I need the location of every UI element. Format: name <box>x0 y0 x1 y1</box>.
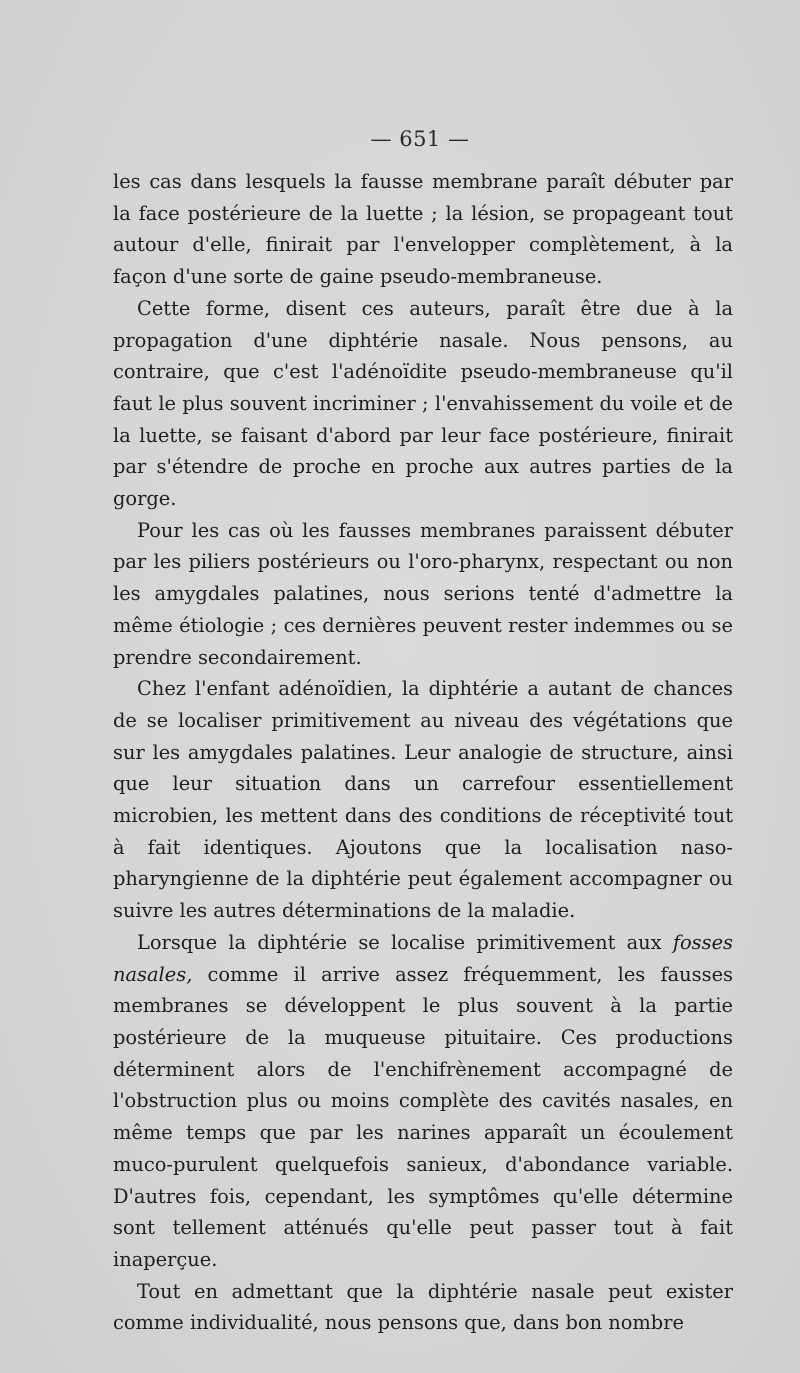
paragraph-5-start: Lorsque la diphtérie se localise primitivement aux <box>137 930 673 954</box>
paragraph-5-rest: comme il arrive assez fréquemment, les fausses membranes se développent le plus souvent à la partie postérieure de la muqueuse pituitaire. Ces productions déterminent alors de l'enchifrènement accompagné de l'obstruction plus ou moins complète des cavités nasales, en même temps que par les narines apparaît un écoulement muco-purulent quelquefois sanieux, d'abondance variable. D'autres fois, cependant, les symptômes qu'elle détermine sont tellement atténués qu'elle peut passer tout à fait inaperçue. <box>113 962 733 1271</box>
paragraph-5 <box>113 927 733 1276</box>
body-text <box>113 166 733 1339</box>
paragraph-5-italic: fosses nasales, <box>113 930 733 986</box>
paragraph-1: les cas dans lesquels la fausse membrane paraît débuter par la face postérieure de la luette ; la lésion, se propageant tout autour d'elle, finirait par l'envelopper complètement, à la façon d'une sorte de gaine pseudo-membraneuse. <box>113 170 733 289</box>
paragraph-2: Cette forme, disent ces auteurs, paraît être due à la propagation d'une diphtérie nasale. Nous pensons, au contraire, que c'est l'adénoïdite pseudo-membraneuse qu'il faut le plus souvent incriminer ; l'envahissement du voile et de la luette, se faisant d'abord par leur face postérieure, finirait par s'étendre de proche en proche aux autres parties de la gorge. <box>113 296 733 511</box>
page-number: — 651 — <box>370 127 470 151</box>
paragraph-3: Pour les cas où les fausses membranes paraissent débuter par les piliers postérieurs ou l'oro-pharynx, respectant ou non les amygdales palatines, nous serions tenté d'admettre la même étiologie ; ces dernières peuvent rester indemmes ou se prendre secondairement. <box>113 518 733 669</box>
paragraph-4: Chez l'enfant adénoïdien, la diphtérie a autant de chances de se localiser primitivement au niveau des végétations que sur les amygdales palatines. Leur analogie de structure, ainsi que leur situation dans un carrefour essentiellement microbien, les mettent dans des conditions de réceptivité tout à fait identiques. Ajoutons que la localisation naso-pharyngienne de la diphtérie peut également accompagner ou suivre les autres déterminations de la maladie. <box>113 677 733 923</box>
paragraph-6: Tout en admettant que la diphtérie nasale peut exister comme individualité, nous pensons que, dans bon nombre <box>113 1279 733 1335</box>
